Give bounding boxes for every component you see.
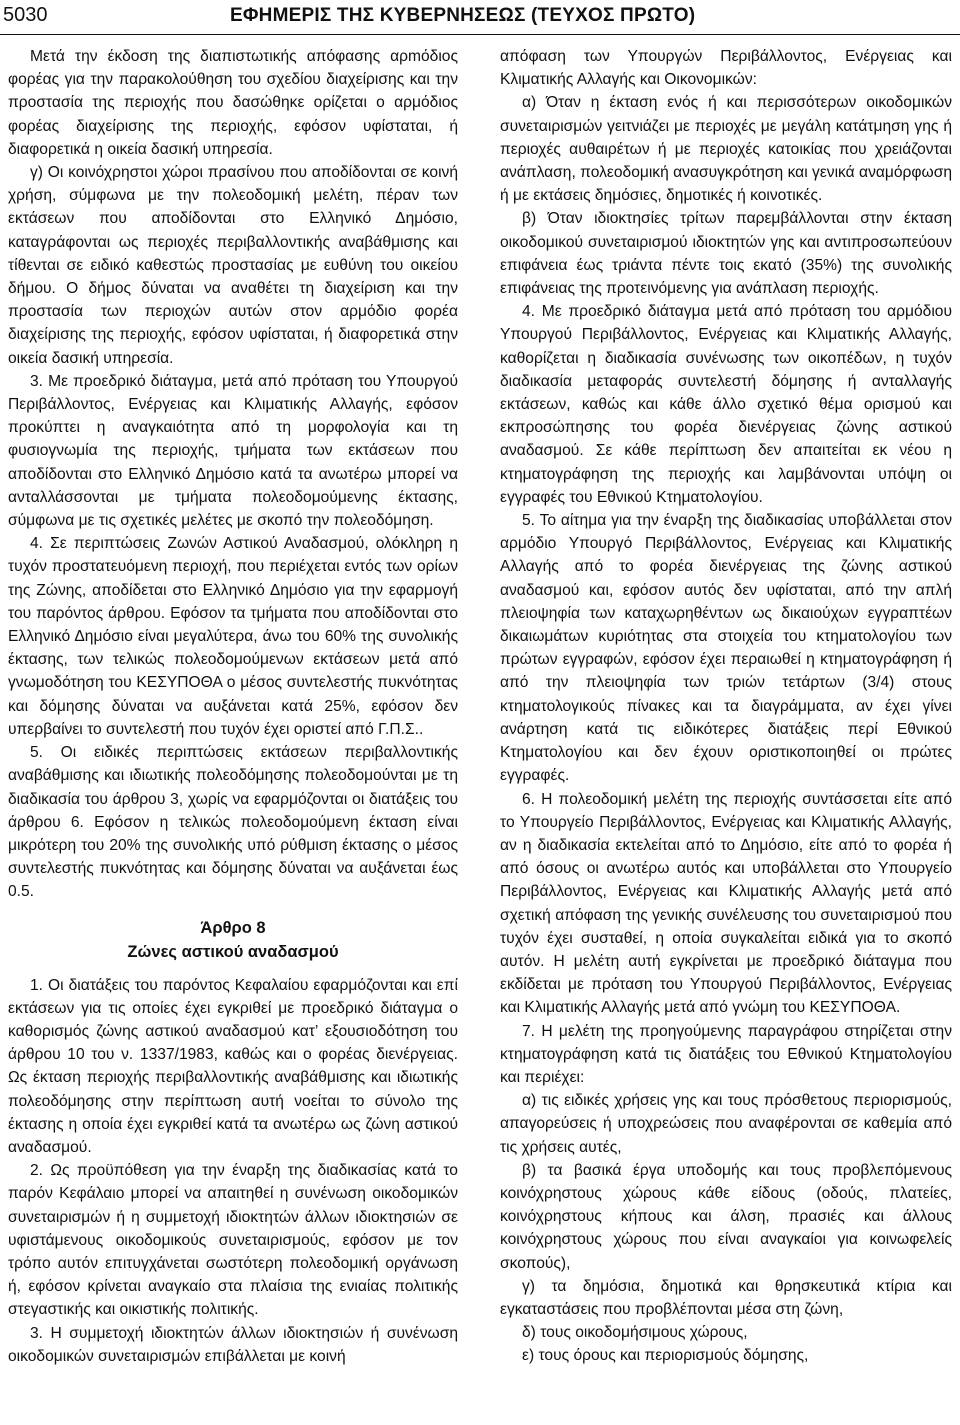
article-heading — [8, 916, 458, 964]
left-column — [8, 45, 458, 1368]
list-item: β) τα βασικά έργα υποδομής και τους προβλεπόμενους κοινόχρηστους χώρους κάθε είδους (οδούς, πλατείες, κοινόχρηστους κήπους και άλση, πρασιές και άλλους κοινόχρηστους χώρους που είναι αναγκαίοι για κοινωφελείς σκοπούς), — [500, 1161, 952, 1272]
paragraph: 4. Με προεδρικό διάταγμα μετά από πρόταση του αρμόδιου Υπουργού Περιβάλλοντος, Ενέργειας και Κλιματικής Αλλαγής, καθορίζεται η διαδικασία συνένωσης των οικοπέδων, η τυχόν διαδικασία μεταφοράς συντελεστή δόμησης ή ανταλλαγής εκτάσεων, καθώς και κάθε άλλο σχετικό θέμα ορισμού και εκπροσώπησης του φορέα διενέργειας ζώνης αστικού αναδασμού. Σε κάθε περίπτωση δεν απαιτείται εκ νέου η κτηματογράφηση της περιοχής και λαμβάνονται υπόψη οι εγγραφές του Εθνικού Κτηματολογίου. — [500, 303, 952, 506]
article-title: Ζώνες αστικού αναδασμού — [127, 942, 339, 961]
paragraph: 7. Η μελέτη της προηγούμενης παραγράφου στηρίζεται στην κτηματογράφηση κατά τις διατάξεις του Εθνικού Κτηματολογίου και περιέχει: — [500, 1022, 952, 1086]
paragraph: 2. Ως προϋπόθεση για την έναρξη της διαδικασίας κατά το παρόν Κεφάλαιο μπορεί να απαιτηθεί η συνένωση οικοδομικών συνεταιρισμών ή η συμμετοχή ιδιοκτητών άλλων ιδιοκτησιών σε υφιστάμενους οικοδομικούς συνεταιρισμούς, εφόσον με τον τρόπο αυτόν επιτυγχάνεται σωστότερη πολεοδομική οργάνωση ή, εφόσον κρίνεται αναγκαίο στα πλαίσια της ενιαίας πολιτικής στεγαστικής και οικιστικής πολιτικής. — [8, 1162, 458, 1319]
page-header — [0, 0, 960, 35]
paragraph: 5. Οι ειδικές περιπτώσεις εκτάσεων περιβαλλοντικής αναβάθμισης και ιδιωτικής πολεοδόμησης πολεοδομούνται με τη διαδικασία του άρθρου 3, χωρίς να εφαρμόζονται οι διατάξεις του άρθρου 6. Εφόσον η τελικώς πολεοδομούμενη έκταση είναι μικρότερη του 20% της συνολικής υπό ρύθμιση έκτασης ο μέσος συντελεστής πυκνότητας και δόμησης δύναται να αυξάνεται έως 0.5. — [8, 744, 458, 901]
article-number: Άρθρο 8 — [200, 918, 266, 937]
list-item: δ) τους οικοδομήσιμους χώρους, — [522, 1324, 748, 1342]
paragraph: α) Όταν η έκταση ενός ή και περισσότερων οικοδομικών συνεταιρισμών γειτνιάζει με περιοχές με μεγάλη κατάτμηση γης ή περιοχές αυθαιρέτων ή με περιοχές κατοικίας που χρειάζονται ανάπλαση, πολεοδομική ανασυγκρότηση και γενικά αναμόρφωση ή με εκτάσεις δημόσιες, δημοτικές ή κοινοτικές. — [500, 94, 952, 205]
right-column — [500, 45, 952, 1368]
paragraph: 1. Οι διατάξεις του παρόντος Κεφαλαίου εφαρμόζονται και επί εκτάσεων για τις οποίες έχει εγκριθεί με προεδρικό διάταγμα ο καθορισμός ζώνης αστικού αναδασμού κατ’ εξουσιοδότηση του άρθρου 10 του ν. 1337/1983, καθώς και ο φορέας διενέργειας. Ως έκταση περιοχής περιβαλλοντικής αναβάθμισης και ιδιωτικής πολεοδόμησης στην περίπτωση αυτή νοείται το σύνολο της έκτασης η οποία έχει εγκριθεί κατά τα ανωτέρω ως ζώνη αστικού αναδασμού. — [8, 976, 458, 1156]
page-number: 5030 — [3, 4, 48, 26]
paragraph: 5. Το αίτημα για την έναρξη της διαδικασίας υποβάλλεται στον αρμόδιο Υπουργό Περιβάλλοντος, Ενέργειας και Κλιματικής Αλλαγής από το φορέα διενέργειας της ζώνης αστικού αναδασμού και, εφόσον αυτός δεν υφίσταται, από την απλή πλειοψηφία των καταχωρηθέντων ως δικαιούχων εγγραπτέων δικαιωμάτων κυριότητας στα στοιχεία του κτηματολογίου των πρώτων εγγραφών, εφόσον έχει περαιωθεί η κτηματογράφηση ή από την πλειοψηφία των τριών τετάρτων (3/4) στους κτηματολογικούς πίνακες και τα διαγράμματα, αν έχει γίνει ανάρτηση κατά τις ειδικότερες διατάξεις περί Εθνικού Κτηματολογίου και δεν έχουν οριστικοποιηθεί οι πρώτες εγγραφές. — [500, 512, 952, 785]
paragraph: β) Όταν ιδιοκτησίες τρίτων παρεμβάλλονται στην έκταση οικοδομικού συνεταιρισμού ιδιοκτητών γης και αντιπροσωπεύουν επιφάνεια έως τριάντα πέντε τοις εκατό (35%) της συνολικής επιφάνειας της προτεινόμενης για ανάπλαση περιοχής. — [500, 210, 952, 298]
list-item: ε) τους όρους και περιορισμούς δόμησης, — [522, 1347, 809, 1365]
running-title: ΕΦΗΜΕΡΙΣ ΤΗΣ ΚΥΒΕΡΝΗΣΕΩΣ (ΤΕΥΧΟΣ ΠΡΩΤΟ) — [230, 5, 696, 26]
list-item: α) τις ειδικές χρήσεις γης και τους πρόσθετους περιορισμούς, απαγορεύσεις ή υποχρεώσεις που αναφέρονται σε καθεμία από τις χρήσεις αυτές, — [500, 1092, 952, 1156]
paragraph: 3. Η συμμετοχή ιδιοκτητών άλλων ιδιοκτησιών ή συνένωση οικοδομικών συνεταιρισμών επιβάλλεται με κοινή — [8, 1324, 458, 1365]
paragraph: 6. Η πολεοδομική μελέτη της περιοχής συντάσσεται είτε από το Υπουργείο Περιβάλλοντος, Ενέργειας και Κλιματικής Αλλαγής, αν η διαδικασία εκτελείται από το Δημόσιο, είτε από το φορέα ή από όσους οι ανωτέρω αυτός και υποβάλλεται στο Υπουργείο Περιβάλλοντος, Ενέργειας και Κλιματικής Αλλαγής μετά από σχετική απόφαση της γενικής συνέλευσης του συνεταιρισμού που τυχόν έχει συσταθεί, η οποία συγκαλείται ειδικά για το σκοπό αυτόν. Η μελέτη αυτή εγκρίνεται με προεδρικό διάταγμα που εκδίδεται με πρόταση του Υπουργού Περιβάλλοντος, Ενέργειας και Κλιματικής Αλλαγής μετά από γνώμη του ΚΕΣΥΠΟΘΑ. — [500, 790, 952, 1017]
paragraph: απόφαση των Υπουργών Περιβάλλοντος, Ενέργειας και Κλιματικής Αλλαγής και Οικονομικών: — [500, 48, 952, 89]
paragraph: 4. Σε περιπτώσεις Ζωνών Αστικού Αναδασμού, ολόκληρη η τυχόν προστατευόμενη περιοχή, που περιέχεται εντός των ορίων της Ζώνης, αποδίδεται στο Ελληνικό Δημόσιο για την εφαρμογή του παρόντος άρθρου. Εφόσον τα τμήματα που αποδίδονται στο Ελληνικό Δημόσιο είναι μεγαλύτερα, άνω του 60% της συνολικής έκτασης, των τελικώς πολεοδομούμενων εκτάσεων μετά από γνωμοδότηση του ΚΕΣΥΠΟΘΑ ο μέσος συντελεστής πυκνότητας και δόμησης δύναται να αυξάνεται κατά 25%, εφόσον δεν υπερβαίνει το συντελεστή που τυχόν έχει οριστεί από Γ.Π.Σ.. — [8, 535, 458, 738]
paragraph: γ) Οι κοινόχρηστοι χώροι πρασίνου που αποδίδονται σε κοινή χρήση, σύμφωνα με την πολεοδομική μελέτη, πέραν των εκτάσεων που αποδίδονται στο Ελληνικό Δημόσιο, καταγράφονται ως περιοχές περιβαλλοντικής αναβάθμισης και τίθενται σε ειδικό καθεστώς προστασίας με ευθύνη του οικείου δήμου. Ο δήμος δύναται να αναθέτει τη διαχείριση και την προστασία των περιοχών αυτών στον αρμόδιο φορέα διαχείρισης της περιοχής, εφόσον υφίσταται, ή διαφορετικά στην οικεία δασική υπηρεσία. — [8, 164, 458, 367]
paragraph: Μετά την έκδοση της διαπιστωτικής απόφασης αρmόδιος φορέας για την παρακολούθηση του σχεδίου διαχείρισης και την προστασία της περιοχής που δασώθηκε ορίζεται ο αρμόδιος φορέας διαχείρισης της περιοχής, εφόσον υφίσταται, ή διαφορετικά η οικεία δασική υπηρεσία. — [8, 48, 458, 158]
list-item: γ) τα δημόσια, δημοτικά και θρησκευτικά κτίρια και εγκαταστάσεις που προβλέπονται μέσα στη ζώνη, — [500, 1277, 952, 1318]
paragraph: 3. Με προεδρικό διάταγμα, μετά από πρόταση του Υπουργού Περιβάλλοντος, Ενέργειας και Κλιματικής Αλλαγής, εφόσον προκύπτει η αναγκαιότητα από τη μορφολογία και τη φυσιογνωμία της περιοχής, τμήματα των εκτάσεων που αποδίδονται στο Ελληνικό Δημόσιο κατά τα ανωτέρω μπορεί να ανταλλάσσονται με τμήματα πολεοδομούμενης έκτασης, σύμφωνα με τις σχετικές μελέτες με σκοπό την πολεοδόμηση. — [8, 372, 458, 530]
